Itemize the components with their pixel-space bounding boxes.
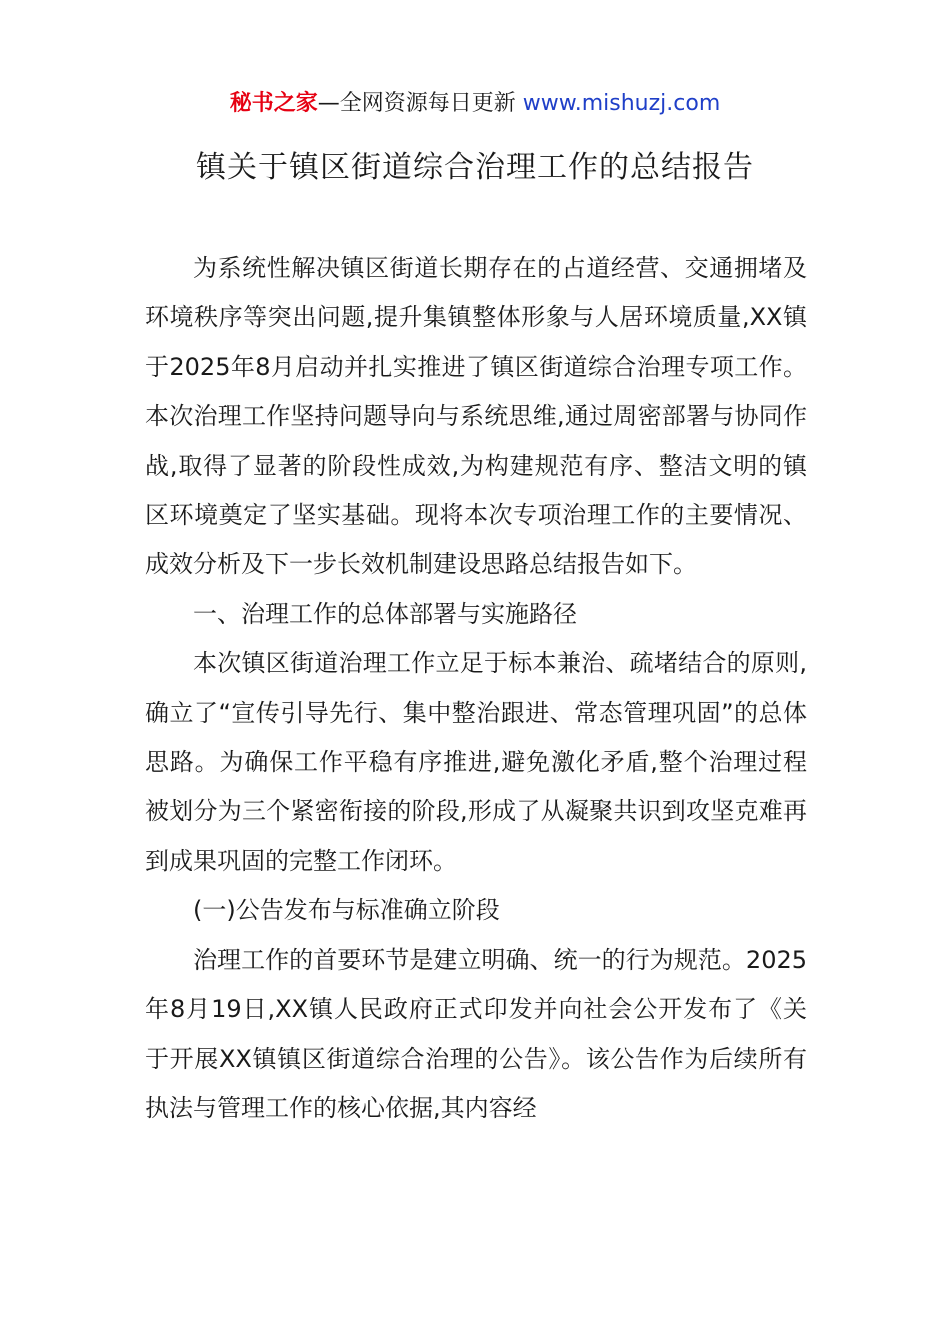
site-tagline: —全网资源每日更新 (317, 91, 516, 116)
document-body (145, 244, 807, 1133)
subsection-heading-1: (一)公告发布与标准确立阶段 (193, 896, 500, 925)
paragraph-announcement: 治理工作的首要环节是建立明确、统一的行为规范。2025年8月19日,XX镇人民政府正式印发并向社会公开发布了《关于开展XX镇镇区街道综合治理的公告》。该公告作为后续所有执法与管理工作的核心依据,其内容经 (145, 945, 807, 1122)
paragraph-deployment: 本次镇区街道治理工作立足于标本兼治、疏堵结合的原则,确立了“宣传引导先行、集中整治跟进、常态管理巩固”的总体思路。为确保工作平稳有序推进,避免激化矛盾,整个治理过程被划分为三个紧密衔接的阶段,形成了从凝聚共识到攻坚克难再到成果巩固的完整工作闭环。 (145, 649, 807, 875)
document-title: 镇关于镇区街道综合治理工作的总结报告 (196, 150, 754, 185)
site-header (0, 88, 950, 120)
section-heading-1: 一、治理工作的总体部署与实施路径 (193, 599, 577, 628)
site-url: www.mishuzj.com (522, 91, 721, 116)
paragraph-intro: 为系统性解决镇区街道长期存在的占道经营、交通拥堵及环境秩序等突出问题,提升集镇整体形象与人居环境质量,XX镇于2025年8月启动并扎实推进了镇区街道综合治理专项工作。本次治理工作坚持问题导向与系统思维,通过周密部署与协同作战,取得了显著的阶段性成效,为构建规范有序、整洁文明的镇区环境奠定了坚实基础。现将本次专项治理工作的主要情况、成效分析及下一步长效机制建设思路总结报告如下。 (145, 254, 807, 579)
site-brand: 秘书之家 (229, 91, 318, 116)
